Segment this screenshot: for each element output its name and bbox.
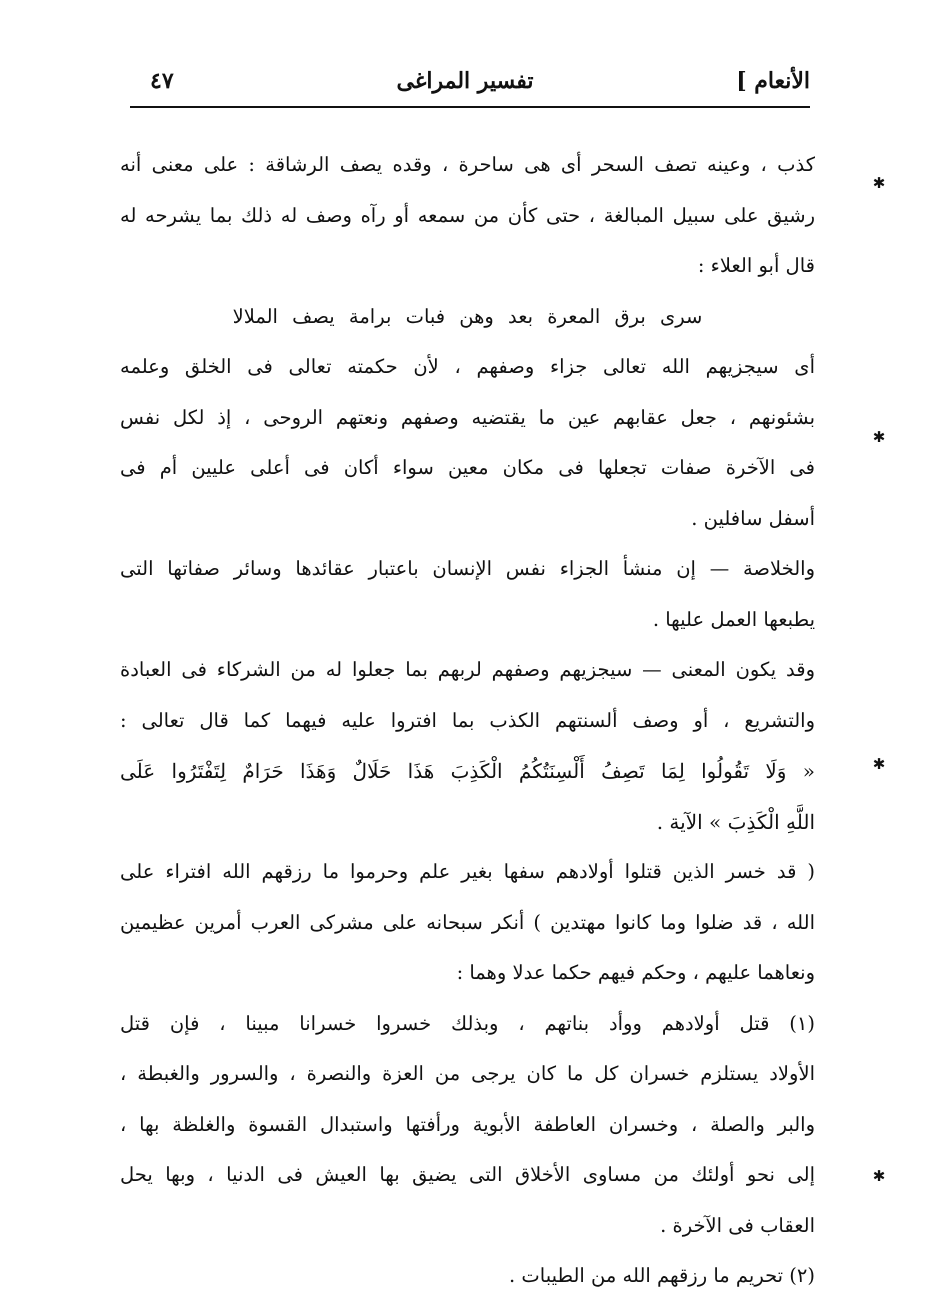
text-line: والتشريع ، أو وصف ألسنتهم الكذب بما افتروا عليه فيهما كما قال تعالى : xyxy=(120,708,815,732)
margin-mark-icon: ✱ xyxy=(872,428,886,446)
book-title: تفسير المراغى xyxy=(396,68,534,94)
text-line: (٢) تحريم ما رزقهم الله من الطيبات . xyxy=(509,1264,815,1287)
page-body xyxy=(120,140,815,1302)
text-line: رشيق على سبيل المبالغة ، حتى كأن من سمعه أو رآه وصف له ذلك بما يشرحه له xyxy=(120,203,815,227)
margin-mark-icon: ✱ xyxy=(872,174,886,192)
text-line: ( قد خسر الذين قتلوا أولادهم سفها بغير علم وحرموا ما رزقهم الله افتراء على xyxy=(120,860,815,883)
text-line: أسفل سافلين . xyxy=(691,506,815,530)
text-line: والبر والصلة ، وخسران العاطفة الأبوية ورأفتها واستبدال القسوة والغلظة بها ، xyxy=(120,1112,815,1136)
text-line: فى الآخرة صفات تجعلها فى مكان معين سواء أكان فى أعلى عليين أم فى xyxy=(120,456,815,479)
text-line: إلى نحو أولئك من مساوى الأخلاق التى يضيق بها العيش فى الدنيا ، وبها يحل xyxy=(120,1163,815,1186)
text-line: ونعاهما عليهم ، وحكم فيهم حكما عدلا وهما : xyxy=(456,961,815,984)
margin-mark-icon: ✱ xyxy=(872,1167,886,1185)
text-line: وقد يكون المعنى — سيجزيهم وصفهم لربهم بما جعلوا له من الشركاء فى العبادة xyxy=(120,658,815,681)
text-line: (١) قتل أولادهم ووأد بناتهم ، وبذلك خسروا خسرانا مبينا ، فإن قتل xyxy=(120,1011,815,1035)
text-line: أى سيجزيهم الله تعالى جزاء وصفهم ، لأن حكمته تعالى فى الخلق وعلمه xyxy=(120,355,815,378)
quran-verse-line: « وَلَا تَقُولُوا لِمَا تَصِفُ أَلْسِنَتُكُمُ الْكَذِبَ هَذَا حَلَالٌ وَهَذَا حَرَامٌ لِتَفْتَرُوا عَلَى xyxy=(120,759,815,783)
page-number: ٤٧ xyxy=(150,68,174,94)
text-line: الله ، قد ضلوا وما كانوا مهتدين ) أنكر سبحانه على مشركى العرب أمرين عظيمين xyxy=(120,910,815,934)
text-line: العقاب فى الآخرة . xyxy=(660,1213,815,1237)
margin-mark-icon: ✱ xyxy=(872,755,886,773)
text-line: الأولاد يستلزم خسران كل ما كان يرجى من العزة والنصرة ، والسرور والغبطة ، xyxy=(120,1062,815,1085)
chapter-title: الأنعام ] xyxy=(736,68,810,94)
quran-verse-line: اللَّهِ الْكَذِبَ » الآية . xyxy=(656,809,815,834)
text-line: بشئونهم ، جعل عقابهم عين ما يقتضيه وصفهم ونعتهم الروحى ، إذ لكل نفس xyxy=(120,405,815,429)
text-line: والخلاصة — إن منشأ الجزاء نفس الإنسان باعتبار عقائدها وسائر صفاتها التى xyxy=(120,557,815,580)
header-rule xyxy=(130,106,810,108)
text-line: يطبعها العمل عليها . xyxy=(652,607,815,631)
text-line: كذب ، وعينه تصف السحر أى هى ساحرة ، وقده يصف الرشاقة : على معنى أنه xyxy=(120,153,815,176)
text-line: قال أبو العلاء : xyxy=(697,254,815,277)
page-header xyxy=(120,58,810,108)
poetry-verse: سرى برق المعرة بعد وهن فبات برامة يصف الملالا xyxy=(232,304,703,328)
